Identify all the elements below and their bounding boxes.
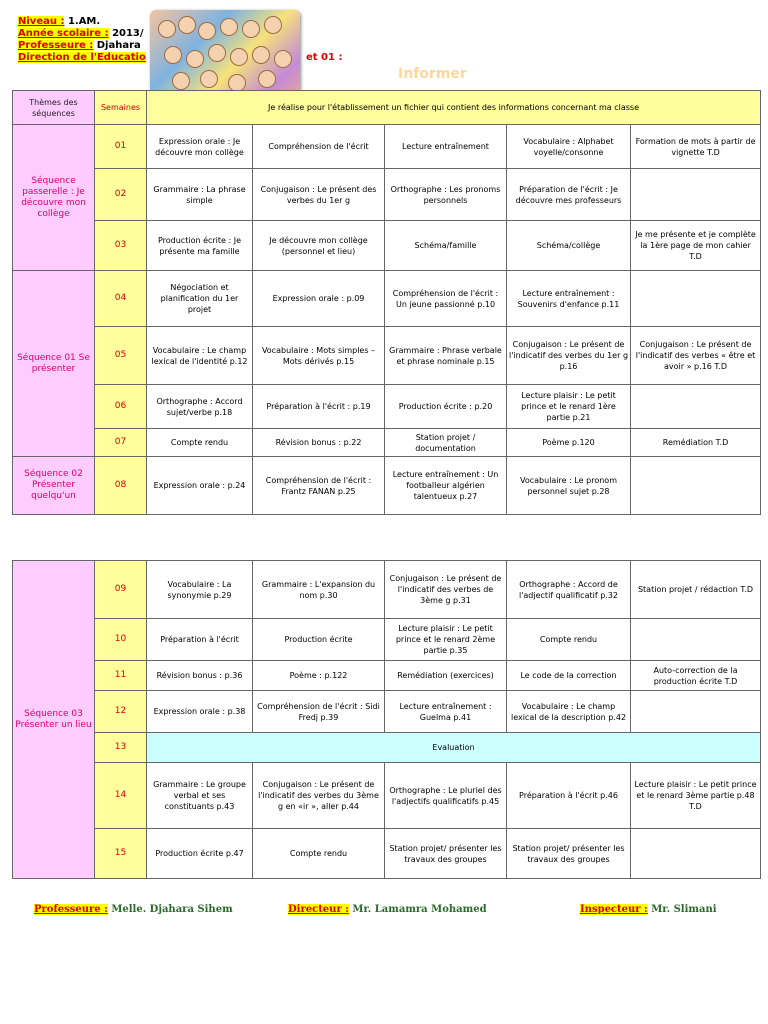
sequence-03: Séquence 03 Présenter un lieu (13, 561, 95, 879)
activity-cell: Compréhension de l'écrit (253, 125, 385, 169)
activity-cell: Conjugaison : Le présent de l'indicatif des verbes du 3ème g en «ir », aller p.44 (253, 763, 385, 829)
activity-cell: Compte rendu (147, 429, 253, 457)
activity-cell: Orthographe : Accord de l'adjectif qualificatif p.32 (507, 561, 631, 619)
activity-cell: Poème p.120 (507, 429, 631, 457)
activity-cell: Grammaire : Phrase verbale et phrase nominale p.15 (385, 327, 507, 385)
week-number: 13 (95, 733, 147, 763)
week-number: 03 (95, 221, 147, 271)
activity-cell: Lecture entraînement : Souvenirs d'enfance p.11 (507, 271, 631, 327)
activity-cell: Compréhension de l'écrit : Un jeune passionné p.10 (385, 271, 507, 327)
week-number: 05 (95, 327, 147, 385)
activity-cell: Station projet/ présenter les travaux des groupes (385, 829, 507, 879)
footer-dir-label: Directeur : (288, 904, 349, 915)
activity-cell: Préparation à l'écrit (147, 619, 253, 661)
sequence-02: Séquence 02 Présenter quelqu'un (13, 457, 95, 515)
activity-cell (631, 271, 761, 327)
activity-cell: Orthographe : Le pluriel des l'adjectifs qualificatifs p.45 (385, 763, 507, 829)
activity-cell: Expression orale : p.09 (253, 271, 385, 327)
activity-cell: Grammaire : Le groupe verbal et ses constituants p.43 (147, 763, 253, 829)
activity-cell: Production écrite p.47 (147, 829, 253, 879)
activity-cell: Auto-correction de la production écrite T.D (631, 661, 761, 691)
activity-cell: Station projet / rédaction T.D (631, 561, 761, 619)
project-banner: Je réalise pour l'établissement un fichier qui contient des informations concernant ma classe (147, 91, 761, 125)
activity-cell (631, 169, 761, 221)
annee-label: Année scolaire : (18, 28, 109, 39)
header-block (18, 16, 146, 64)
activity-cell: Lecture entraînement : Un footballeur algérien talentueux p.27 (385, 457, 507, 515)
week-number: 10 (95, 619, 147, 661)
activity-cell (631, 691, 761, 733)
activity-cell: Conjugaison : Le présent de l'indicatif des verbes « être et avoir » p.16 T.D (631, 327, 761, 385)
week-number: 07 (95, 429, 147, 457)
activity-cell: Compte rendu (507, 619, 631, 661)
activity-cell: Vocabulaire : Le champ lexical de la description p.42 (507, 691, 631, 733)
direction-label: Direction de l'Educatio (18, 52, 146, 63)
annee-value: 2013/ (112, 28, 144, 39)
activity-cell: Révision bonus : p.22 (253, 429, 385, 457)
activity-cell: Lecture plaisir : Le petit prince et le renard 1ère partie p.21 (507, 385, 631, 429)
activity-cell: Compréhension de l'écrit : Sidi Fredj p.39 (253, 691, 385, 733)
activity-cell (631, 619, 761, 661)
footer-insp-value: Mr. Slimani (651, 904, 717, 915)
header-weeks: Semaines (95, 91, 147, 125)
activity-cell: Conjugaison : Le présent de l'indicatif des verbes du 1er g p.16 (507, 327, 631, 385)
footer-insp-label: Inspecteur : (580, 904, 648, 915)
header-themes: Thèmes des séquences (13, 91, 95, 125)
footer-inspecteur (580, 904, 717, 915)
activity-cell: Expression orale : p.24 (147, 457, 253, 515)
activity-cell: Grammaire : L'expansion du nom p.30 (253, 561, 385, 619)
activity-cell: Lecture entraînement : Guelma p.41 (385, 691, 507, 733)
activity-cell: Conjugaison : Le présent de l'indicatif des verbes de 3ème g p.31 (385, 561, 507, 619)
prof-label: Professeure : (18, 40, 94, 51)
week-number: 14 (95, 763, 147, 829)
activity-cell (631, 385, 761, 429)
activity-cell: Remédiation (exercices) (385, 661, 507, 691)
activity-cell: Production écrite (253, 619, 385, 661)
week-number: 12 (95, 691, 147, 733)
activity-cell: Révision bonus : p.36 (147, 661, 253, 691)
activity-cell: Grammaire : La phrase simple (147, 169, 253, 221)
footer-dir-value: Mr. Lamamra Mohamed (352, 904, 487, 915)
activity-cell: Je découvre mon collège (personnel et lieu) (253, 221, 385, 271)
prof-value: Djahara (96, 40, 141, 51)
activity-cell: Le code de la correction (507, 661, 631, 691)
activity-cell: Lecture entraînement (385, 125, 507, 169)
activity-cell: Production écrite : p.20 (385, 385, 507, 429)
activity-cell: Formation de mots à partir de vignette T.D (631, 125, 761, 169)
evaluation-banner: Evaluation (147, 733, 761, 763)
activity-cell: Expression orale : Je découvre mon collège (147, 125, 253, 169)
activity-cell: Vocabulaire : Alphabet voyelle/consonne (507, 125, 631, 169)
activity-cell: Lecture plaisir : Le petit prince et le renard 3ème partie p.48 T.D (631, 763, 761, 829)
activity-cell: Je me présente et je complète la 1ère page de mon cahier T.D (631, 221, 761, 271)
activity-cell: Remédiation T.D (631, 429, 761, 457)
activity-cell: Lecture plaisir : Le petit prince et le renard 2ème partie p.35 (385, 619, 507, 661)
week-number: 01 (95, 125, 147, 169)
activity-cell: Préparation à l'écrit : p.19 (253, 385, 385, 429)
projet-title: Informer (398, 66, 467, 82)
activity-cell: Poème : p.122 (253, 661, 385, 691)
week-number: 08 (95, 457, 147, 515)
week-number: 09 (95, 561, 147, 619)
footer-professeure (34, 904, 233, 915)
activity-cell: Vocabulaire : La synonymie p.29 (147, 561, 253, 619)
activity-cell: Compréhension de l'écrit : Frantz FANAN p.25 (253, 457, 385, 515)
activity-cell: Station projet / documentation (385, 429, 507, 457)
projet-suffix: et 01 : (306, 52, 343, 63)
activity-cell: Schéma/famille (385, 221, 507, 271)
activity-cell: Schéma/collège (507, 221, 631, 271)
activity-cell: Vocabulaire : Mots simples – Mots dérivés p.15 (253, 327, 385, 385)
sequence-passerelle: Séquence passerelle : Je découvre mon collège (13, 125, 95, 271)
activity-cell: Préparation de l'écrit : Je découvre mes professeurs (507, 169, 631, 221)
footer-prof-value: Melle. Djahara Sihem (111, 904, 233, 915)
footer-prof-label: Professeure : (34, 904, 108, 915)
activity-cell: Préparation à l'écrit p.46 (507, 763, 631, 829)
activity-cell: Vocabulaire : Le pronom personnel sujet p.28 (507, 457, 631, 515)
week-number: 04 (95, 271, 147, 327)
activity-cell: Conjugaison : Le présent des verbes du 1er g (253, 169, 385, 221)
schedule-table-2 (12, 560, 761, 879)
activity-cell: Orthographe : Accord sujet/verbe p.18 (147, 385, 253, 429)
activity-cell: Station projet/ présenter les travaux des groupes (507, 829, 631, 879)
activity-cell: Production écrite : Je présente ma famille (147, 221, 253, 271)
activity-cell (631, 457, 761, 515)
week-number: 15 (95, 829, 147, 879)
footer-directeur (288, 904, 487, 915)
activity-cell: Négociation et planification du 1er projet (147, 271, 253, 327)
activity-cell: Vocabulaire : Le champ lexical de l'identité p.12 (147, 327, 253, 385)
schedule-table-1 (12, 90, 761, 515)
activity-cell (631, 829, 761, 879)
week-number: 02 (95, 169, 147, 221)
week-number: 06 (95, 385, 147, 429)
activity-cell: Compte rendu (253, 829, 385, 879)
niveau-label: Niveau : (18, 16, 65, 27)
class-photo-image (150, 10, 300, 94)
activity-cell: Orthographe : Les pronoms personnels (385, 169, 507, 221)
sequence-01: Séquence 01 Se présenter (13, 271, 95, 457)
week-number: 11 (95, 661, 147, 691)
niveau-value: 1.AM. (67, 16, 101, 27)
activity-cell: Expression orale : p.38 (147, 691, 253, 733)
